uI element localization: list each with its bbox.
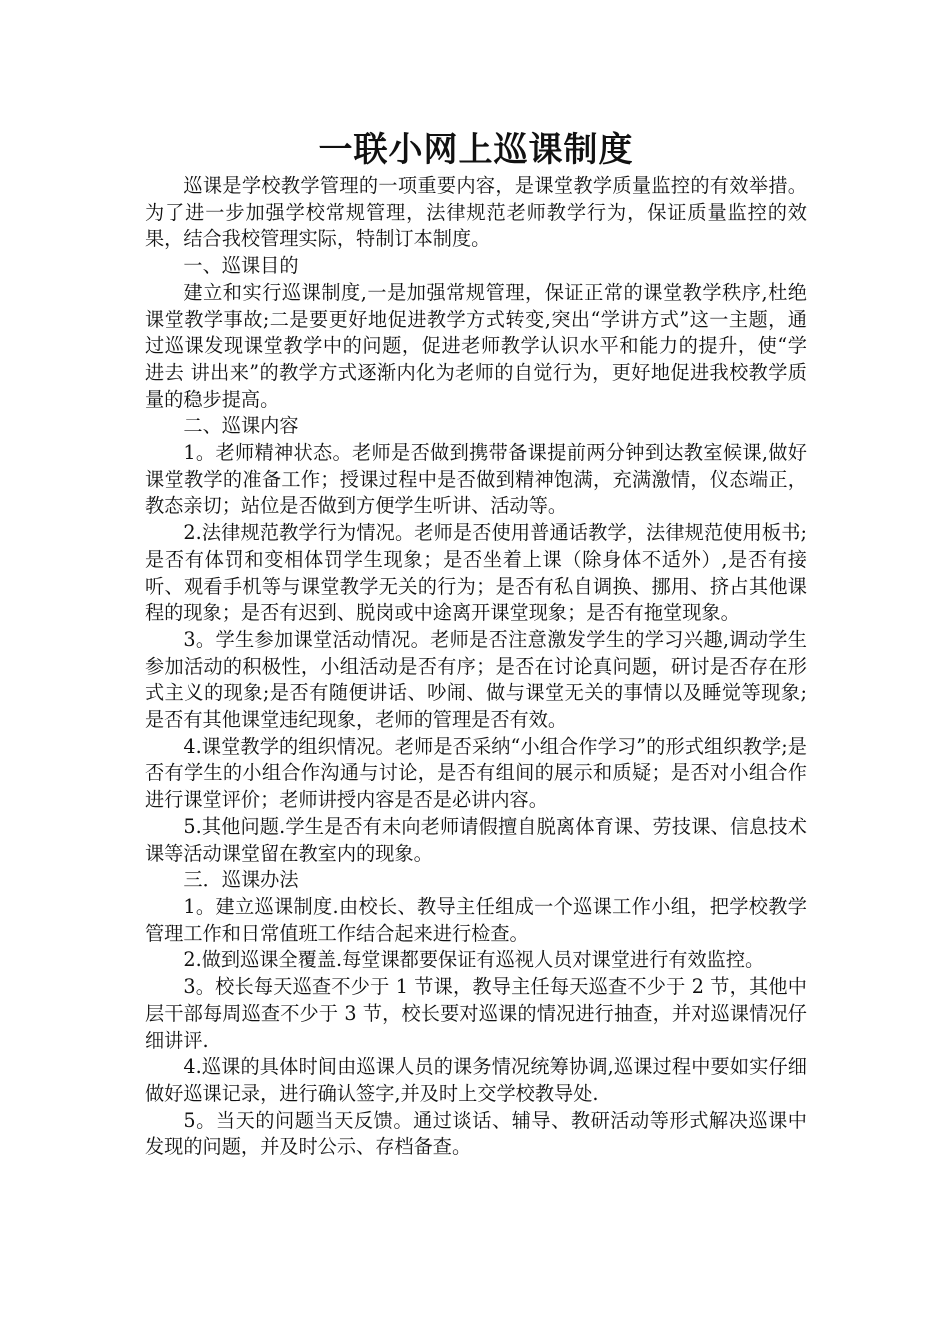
document-page (145, 128, 807, 1161)
purpose-paragraph: 建立和实行巡课制度,一是加强常规管理，保证正常的课堂教学秩序,杜绝课堂教学事故;二是要更好地促进教学方式转变,突出“学讲方式”这一主题，通过巡课发现课堂教学中的问题，促进老师教学认识水平和能力的提升，使“学进去 讲出来”的教学方式逐渐内化为老师的自觉行为，更好地促进我校教学质量的稳步提高。 (145, 280, 807, 411)
section-heading-purpose: 一、巡课目的 (183, 254, 299, 278)
section-heading-content: 二、巡课内容 (183, 414, 299, 438)
method-item-3: 3。校长每天巡查不少于 1 节课，教导主任每天巡查不少于 2 节，其他中层干部每周巡查不少于 3 节，校长要对巡课的情况进行抽查，并对巡课情况仔细讲评. (145, 975, 807, 1052)
section-heading-method: 三．巡课办法 (183, 868, 299, 892)
document-body (145, 173, 807, 1161)
content-item-4: 4.课堂教学的组织情况。老师是否采纳“小组合作学习”的形式组织教学;是否有学生的小组合作沟通与讨论，是否有组间的展示和质疑；是否对小组合作进行课堂评价；老师讲授内容是否是必讲内容。 (145, 734, 807, 812)
method-item-5: 5。当天的问题当天反馈。通过谈话、辅导、教研活动等形式解决巡课中发现的问题，并及时公示、存档备查。 (145, 1108, 807, 1159)
intro-paragraph: 巡课是学校教学管理的一项重要内容，是课堂教学质量监控的有效举措。为了进一步加强学校常规管理，法律规范老师教学行为，保证质量监控的效果，结合我校管理实际，特制订本制度。 (145, 174, 807, 251)
method-item-2: 2.做到巡课全覆盖.每堂课都要保证有巡视人员对课堂进行有效监控。 (183, 948, 765, 972)
content-item-2: 2.法律规范教学行为情况。老师是否使用普通话教学，法律规范使用板书;是否有体罚和变相体罚学生现象；是否坐着上课（除身体不适外）,是否有接听、观看手机等与课堂教学无关的行为；是否有私自调换、挪用、挤占其他课程的现象；是否有迟到、脱岗或中途离开课堂现象；是否有拖堂现象。 (145, 521, 807, 625)
content-item-3: 3。学生参加课堂活动情况。老师是否注意激发学生的学习兴趣,调动学生参加活动的积极性，小组活动是否有序；是否在讨论真问题，研讨是否存在形式主义的现象;是否有随便讲话、吵闹、做与课堂无关的事情以及睡觉等现象;是否有其他课堂违纪现象，老师的管理是否有效。 (145, 627, 807, 732)
content-item-1: 1。老师精神状态。老师是否做到携带备课提前两分钟到达教室候课,做好课堂教学的准备工作；授课过程中是否做到精神饱满，充满激情，仪态端正，教态亲切；站位是否做到方便学生听讲、活动等。 (145, 441, 807, 518)
method-item-1: 1。建立巡课制度.由校长、教导主任组成一个巡课工作小组，把学校教学管理工作和日常值班工作结合起来进行检查。 (145, 894, 807, 945)
document-title: 一联小网上巡课制度 (318, 130, 634, 170)
method-item-4: 4.巡课的具体时间由巡课人员的课务情况统筹协调,巡课过程中要如实仔细做好巡课记录，进行确认签字,并及时上交学校教导处. (145, 1055, 807, 1105)
content-item-5: 5.其他问题.学生是否有未向老师请假擅自脱离体育课、劳技课、信息技术课等活动课堂留在教室内的现象。 (145, 814, 807, 865)
